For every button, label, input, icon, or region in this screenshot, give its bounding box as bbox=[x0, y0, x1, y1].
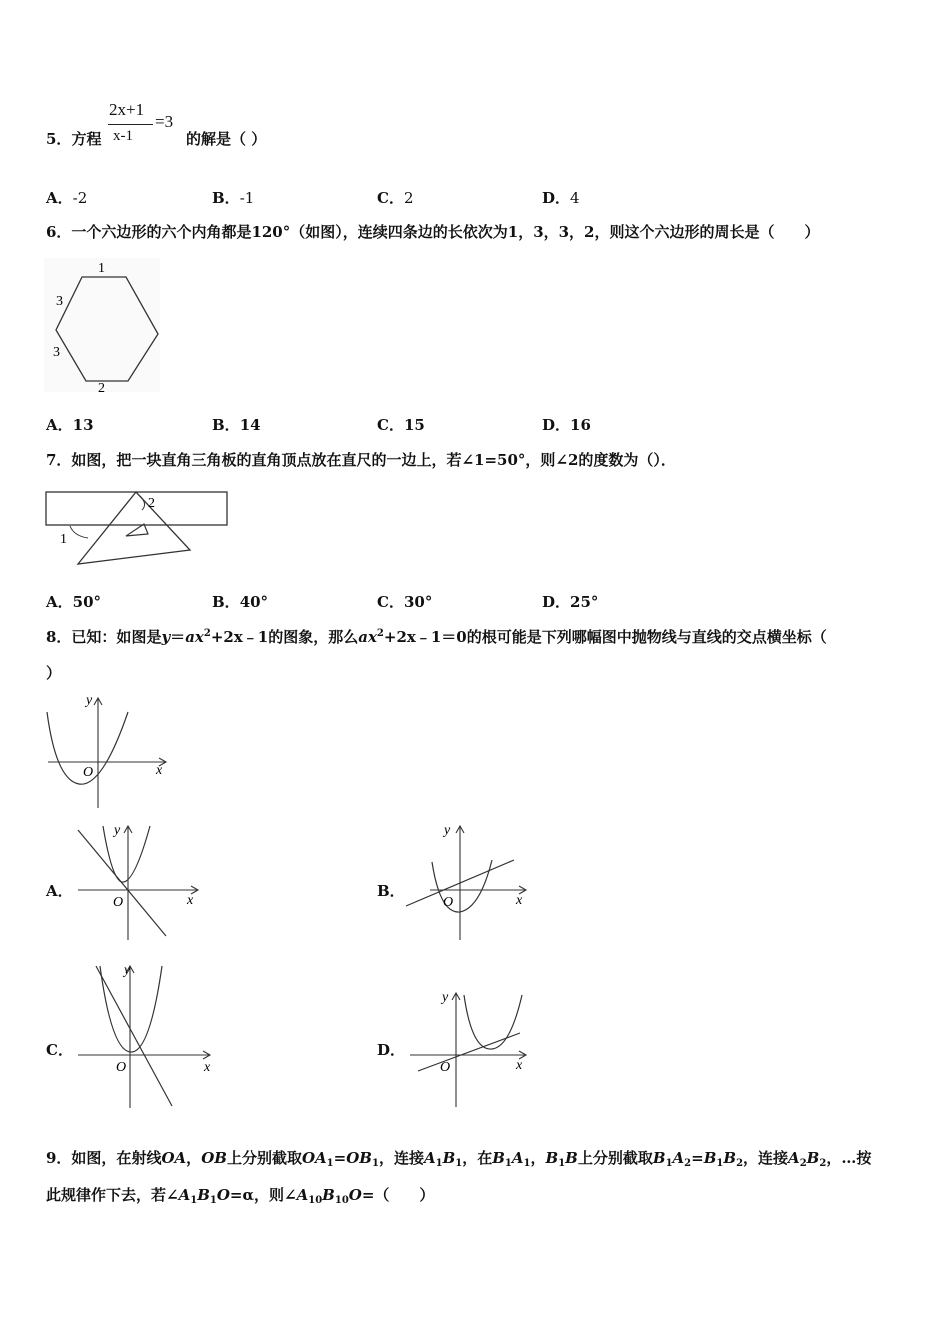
q5-fraction-bar bbox=[108, 124, 153, 125]
hex-label-3: 3 bbox=[53, 345, 60, 360]
q5-suffix: 的解是（ ） bbox=[186, 130, 267, 148]
q5-denominator: x-1 bbox=[113, 128, 133, 144]
parabola-a bbox=[103, 826, 150, 882]
q6-option-a[interactable]: A．13 bbox=[46, 416, 94, 434]
parabola-b bbox=[432, 860, 492, 912]
q7-option-c[interactable]: C．30° bbox=[377, 593, 433, 611]
svg-text:x: x bbox=[187, 893, 194, 908]
svg-text:y: y bbox=[124, 963, 131, 978]
q6-option-b[interactable]: B．14 bbox=[212, 416, 261, 434]
q8-option-d[interactable]: D． bbox=[377, 1041, 406, 1059]
q8-option-b[interactable]: B． bbox=[377, 882, 405, 900]
parabola-d bbox=[464, 995, 522, 1049]
q8-stem-line1: 8．已知：如图是$y=ax^2+2x﹣1$的图象，那么$ax^2+2x﹣1=0$的根可能是下列哪幅图中抛物线与直线的交点横坐标（ bbox=[46, 628, 827, 646]
q6-stem: 6．一个六边形的六个内角都是120°（如图），连续四条边的长依次为1，3，3，2，则这个六边形的周长是（ ） bbox=[46, 223, 820, 241]
line-c bbox=[96, 966, 172, 1106]
q6-option-c[interactable]: C．15 bbox=[377, 416, 425, 434]
y-label: y bbox=[86, 693, 93, 708]
hex-label-1: 1 bbox=[98, 261, 105, 276]
q7-option-a[interactable]: A．50° bbox=[46, 593, 102, 611]
svg-text:O: O bbox=[440, 1060, 451, 1075]
svg-text:x: x bbox=[516, 893, 523, 908]
q5-option-d[interactable]: D．4 bbox=[542, 189, 580, 207]
svg-text:y: y bbox=[444, 823, 451, 838]
line-d bbox=[418, 1033, 520, 1071]
q5-rhs: =3 bbox=[155, 112, 174, 131]
svg-text:y: y bbox=[114, 823, 121, 838]
q5-stem: 5．方程 bbox=[46, 130, 102, 148]
q6-figure-bg bbox=[44, 258, 160, 392]
angle-2-label: 2 bbox=[148, 496, 155, 511]
angle-1-label: 1 bbox=[60, 532, 67, 547]
q6-hexagon-figure bbox=[44, 258, 160, 392]
svg-text:O: O bbox=[113, 895, 124, 910]
q8-option-a[interactable]: A． bbox=[46, 882, 73, 900]
q8-stem-line2: ） bbox=[46, 664, 62, 682]
q8-main-graph bbox=[44, 692, 174, 810]
q5-numerator: 2x+1 bbox=[109, 100, 145, 119]
q8-option-c-graph[interactable] bbox=[70, 960, 220, 1110]
q8-option-b-graph[interactable] bbox=[400, 820, 535, 942]
q7-option-d[interactable]: D．25° bbox=[542, 593, 599, 611]
q8-option-c[interactable]: C． bbox=[46, 1041, 73, 1059]
hex-label-4: 2 bbox=[98, 381, 105, 392]
triangle-inner bbox=[126, 524, 148, 536]
q5-option-c[interactable]: C．2 bbox=[377, 189, 414, 207]
q7-stem: 7．如图，把一块直角三角板的直角顶点放在直尺的一边上，若∠1=50°，则∠2的度数为（）． bbox=[46, 451, 676, 469]
origin-label: O bbox=[83, 765, 94, 780]
q7-option-b[interactable]: B．40° bbox=[212, 593, 269, 611]
ruler bbox=[46, 492, 227, 525]
svg-text:O: O bbox=[443, 895, 454, 910]
q9-stem-line2: 此规律作下去，若$\angle A_1B_1O=\alpha$，则$\angle A_{10}B_{10}O=$（ ） bbox=[46, 1186, 435, 1206]
q9-stem-line1: 9．如图，在射线OA，OB上分别截取$OA_1=OB_1$，连接$A_1B_1$，在$B_1A_1$，$B_1B$上分别截取$B_1A_2=B_1B_2$，连接$A_2B_2$，…按 bbox=[46, 1149, 872, 1169]
q7-ruler-triangle-figure bbox=[44, 486, 234, 566]
hex-label-2: 3 bbox=[56, 294, 63, 309]
q8-option-a-graph[interactable] bbox=[70, 820, 210, 942]
x-label: x bbox=[156, 763, 163, 778]
svg-text:x: x bbox=[516, 1058, 523, 1073]
svg-text:y: y bbox=[442, 990, 449, 1005]
parabola-c bbox=[100, 966, 162, 1052]
line-a bbox=[78, 830, 166, 936]
svg-text:O: O bbox=[116, 1060, 127, 1075]
angle-1-arc bbox=[70, 526, 88, 538]
q6-option-d[interactable]: D．16 bbox=[542, 416, 591, 434]
q5-option-a[interactable]: A．-2 bbox=[46, 189, 88, 207]
svg-text:x: x bbox=[204, 1060, 211, 1075]
q5-option-b[interactable]: B．-1 bbox=[212, 189, 255, 207]
q8-option-d-graph[interactable] bbox=[400, 985, 535, 1110]
